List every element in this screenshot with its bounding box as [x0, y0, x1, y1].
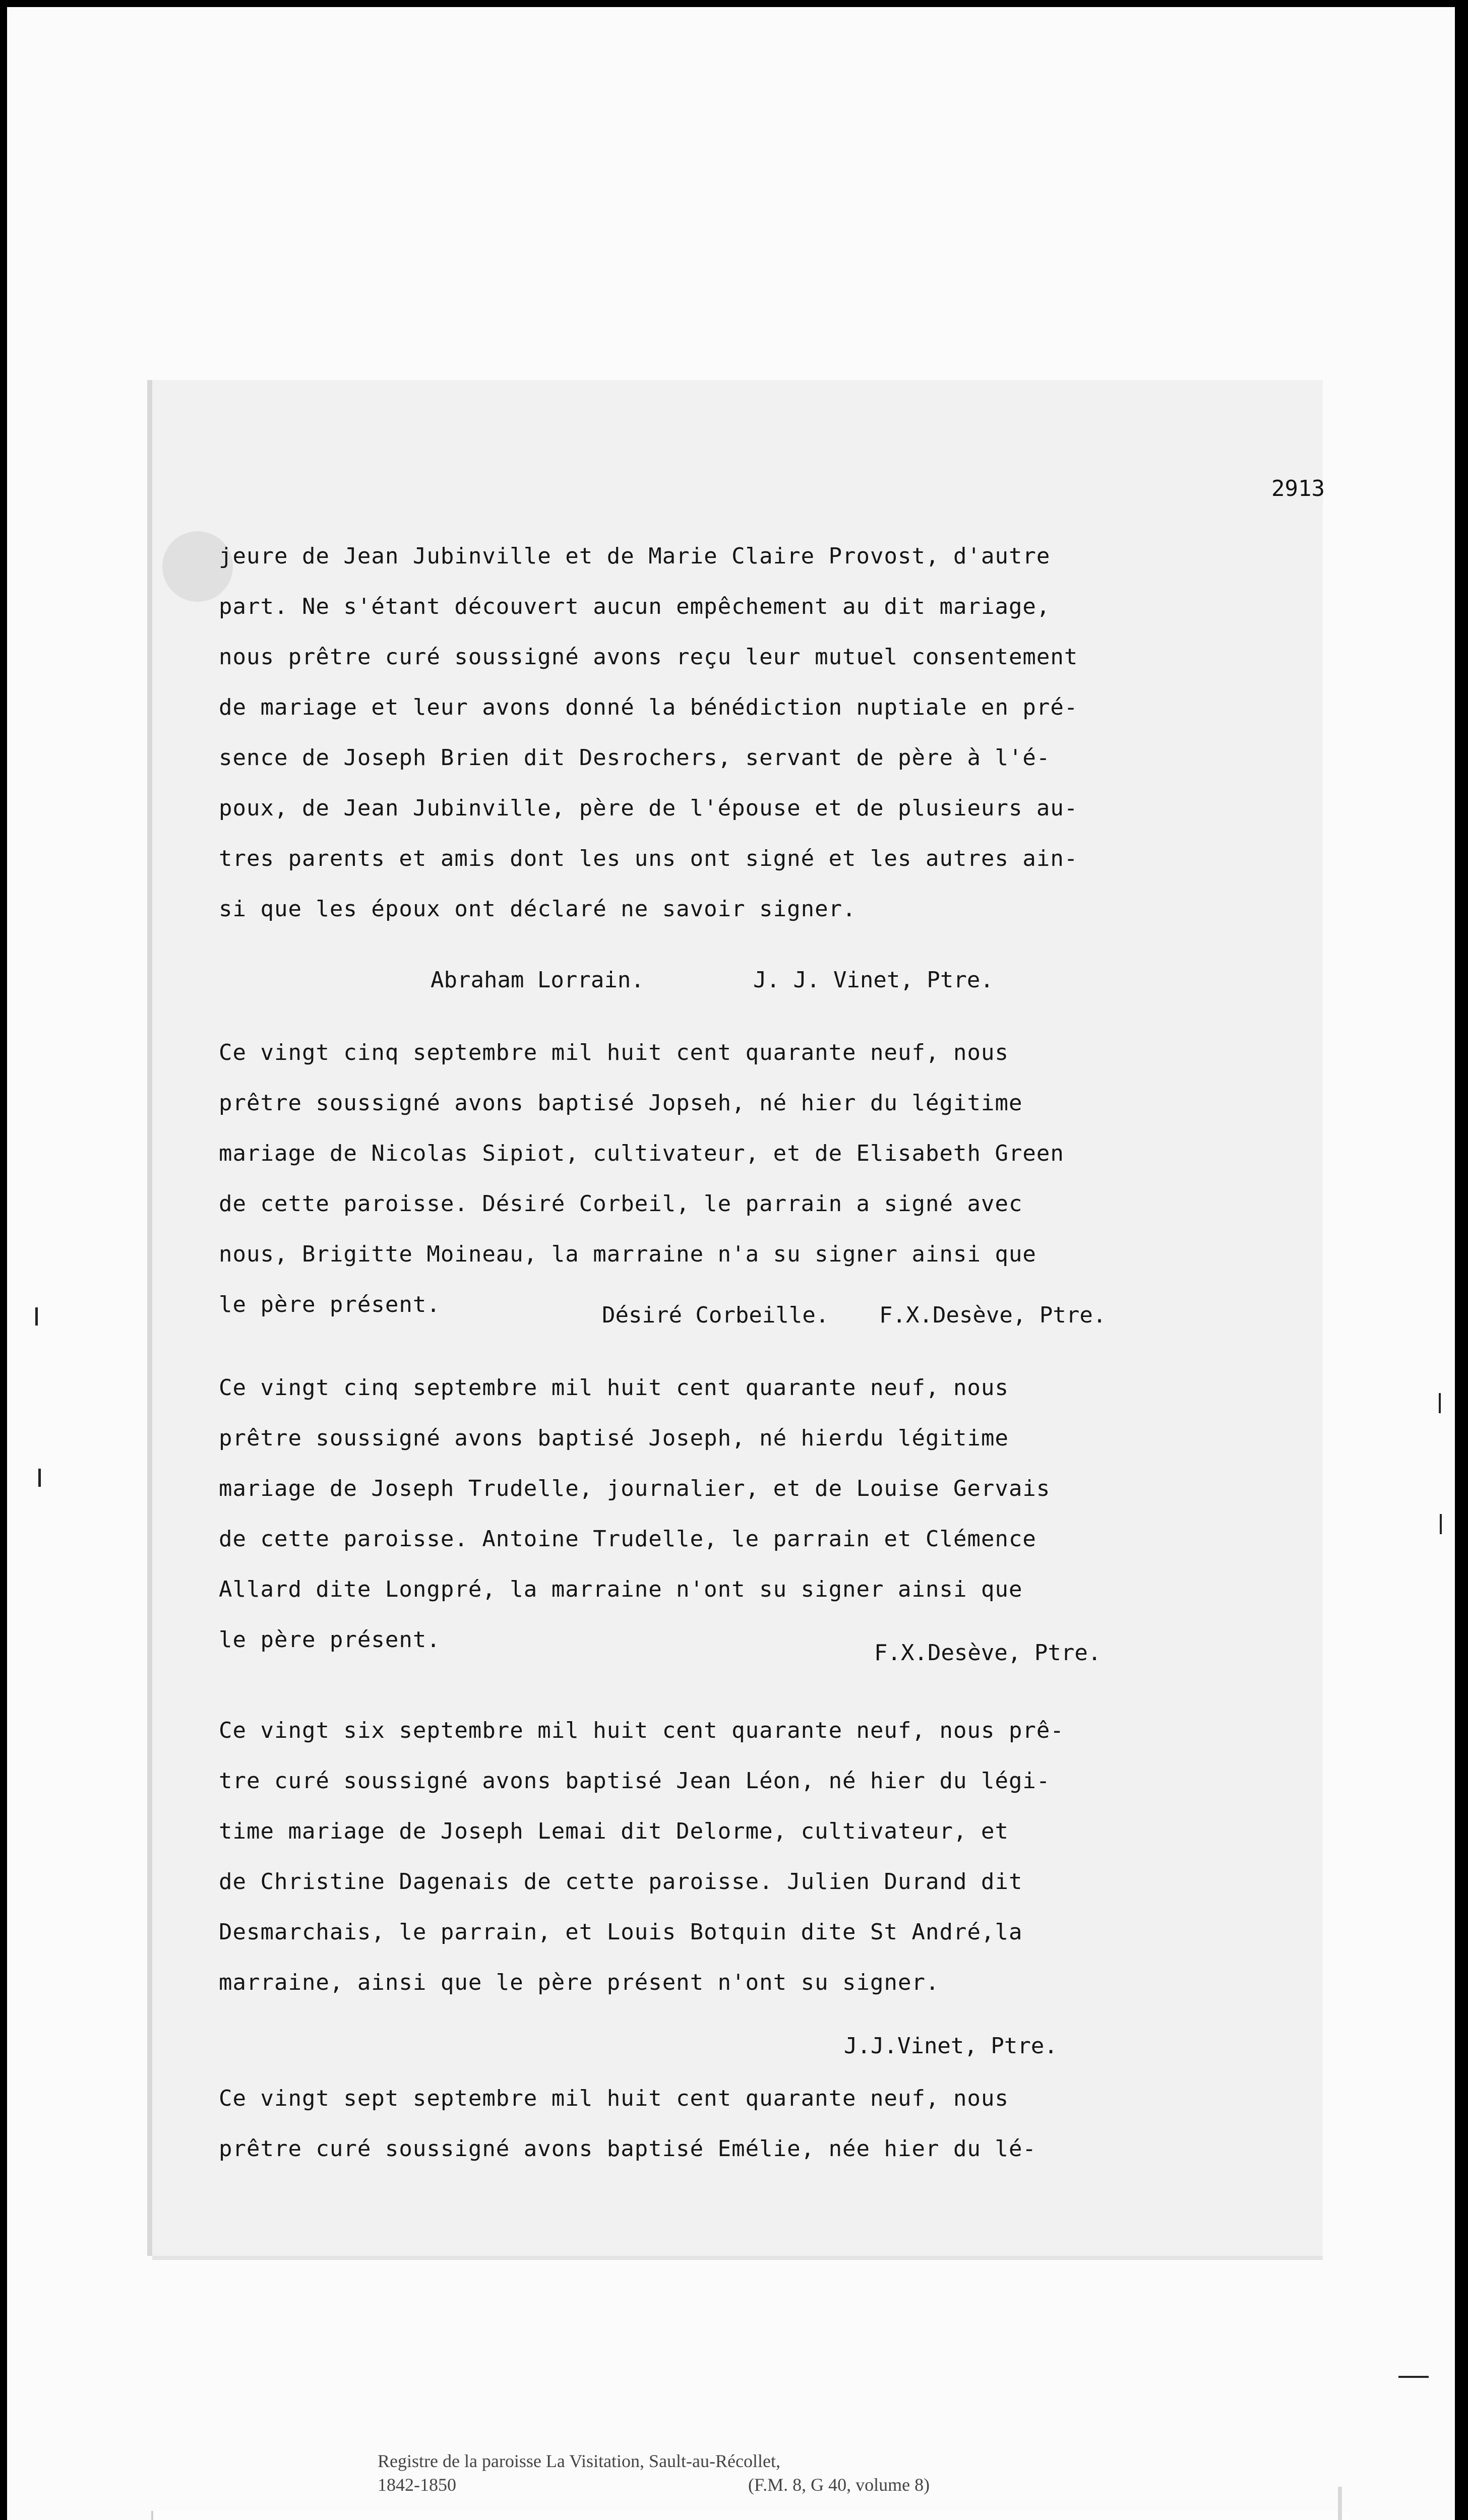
text-line: prêtre soussigné avons baptisé Jopseh, né hier du légitime	[219, 1090, 1023, 1116]
text-line: jeure de Jean Jubinville et de Marie Claire Provost, d'autre	[219, 543, 1051, 569]
label-edge	[1338, 2487, 1342, 2520]
text-line: Desmarchais, le parrain, et Louis Botquin dite St André,la	[219, 1919, 1023, 1945]
paragraph-baptism-emelie	[219, 2073, 1247, 2174]
text-line: tre curé soussigné avons baptisé Jean Léon, né hier du légi-	[219, 1768, 1051, 1794]
text-line: Ce vingt cinq septembre mil huit cent quarante neuf, nous	[219, 1040, 1009, 1065]
text-line: nous, Brigitte Moineau, la marraine n'a su signer ainsi que	[219, 1241, 1036, 1267]
scan-mark	[1439, 1393, 1441, 1413]
text-line: prêtre curé soussigné avons baptisé Emélie, née hier du lé-	[219, 2136, 1036, 2162]
paragraph-baptism-jean-leon	[219, 1706, 1247, 2008]
film-frame	[7, 7, 1455, 2520]
scan-mark	[38, 1469, 41, 1487]
caption-line-1: Registre de la paroisse La Visitation, Sault-au-Récollet,	[378, 2451, 780, 2471]
caption-line-2-left: 1842-1850	[378, 2475, 456, 2495]
text-line: Ce vingt sept septembre mil huit cent quarante neuf, nous	[219, 2086, 1009, 2111]
text-line: de Christine Dagenais de cette paroisse. Julien Durand dit	[219, 1869, 1023, 1895]
signature: J.J.Vinet, Ptre.	[844, 2033, 1058, 2059]
text-line: le père présent.	[219, 1627, 441, 1653]
signature: Désiré Corbeille.	[602, 1302, 829, 1328]
paragraph-baptism-joseph	[219, 1363, 1247, 1665]
signature: J. J. Vinet, Ptre.	[753, 967, 994, 993]
signature: Abraham Lorrain.	[431, 967, 644, 993]
signature: F.X.Desève, Ptre.	[874, 1640, 1102, 1666]
text-line: poux, de Jean Jubinville, père de l'épouse et de plusieurs au-	[219, 795, 1078, 821]
scan-mark	[1440, 1514, 1442, 1534]
text-line: time mariage de Joseph Lemai dit Delorme, cultivateur, et	[219, 1818, 1009, 1844]
scan-mark	[1398, 2376, 1429, 2378]
archive-label-box	[151, 2511, 1349, 2520]
text-line: de cette paroisse. Désiré Corbeil, le parrain a signé avec	[219, 1191, 1023, 1217]
text-line: mariage de Nicolas Sipiot, cultivateur, et de Elisabeth Green	[219, 1141, 1064, 1166]
text-line: Ce vingt cinq septembre mil huit cent quarante neuf, nous	[219, 1375, 1009, 1401]
text-line: de mariage et leur avons donné la bénédiction nuptiale en pré-	[219, 695, 1078, 720]
text-line: marraine, ainsi que le père présent n'ont su signer.	[219, 1970, 940, 1995]
text-line: de cette paroisse. Antoine Trudelle, le parrain et Clémence	[219, 1526, 1036, 1552]
paragraph-marriage-continuation	[219, 531, 1247, 934]
text-line: Allard dite Longpré, la marraine n'ont su signer ainsi que	[219, 1577, 1023, 1602]
text-line: tres parents et amis dont les uns ont signé et les autres ain-	[219, 846, 1078, 871]
text-line: si que les époux ont déclaré ne savoir signer.	[219, 896, 857, 922]
page-number: 2913	[1271, 476, 1325, 501]
signature: F.X.Desève, Ptre.	[879, 1302, 1107, 1328]
caption-line-2-right: (F.M. 8, G 40, volume 8)	[748, 2475, 930, 2495]
text-line: part. Ne s'étant découvert aucun empêchement au dit mariage,	[219, 594, 1051, 619]
text-line: mariage de Joseph Trudelle, journalier, et de Louise Gervais	[219, 1476, 1051, 1501]
text-line: sence de Joseph Brien dit Desrochers, servant de père à l'é-	[219, 745, 1051, 771]
text-line: prêtre soussigné avons baptisé Joseph, né hierdu légitime	[219, 1425, 1009, 1451]
paragraph-baptism-jopseh	[219, 1028, 1247, 1330]
text-line: nous prêtre curé soussigné avons reçu leur mutuel consentement	[219, 644, 1078, 670]
text-line: le père présent.	[219, 1292, 441, 1317]
scan-mark	[35, 1307, 38, 1326]
text-line: Ce vingt six septembre mil huit cent quarante neuf, nous prê-	[219, 1718, 1064, 1743]
